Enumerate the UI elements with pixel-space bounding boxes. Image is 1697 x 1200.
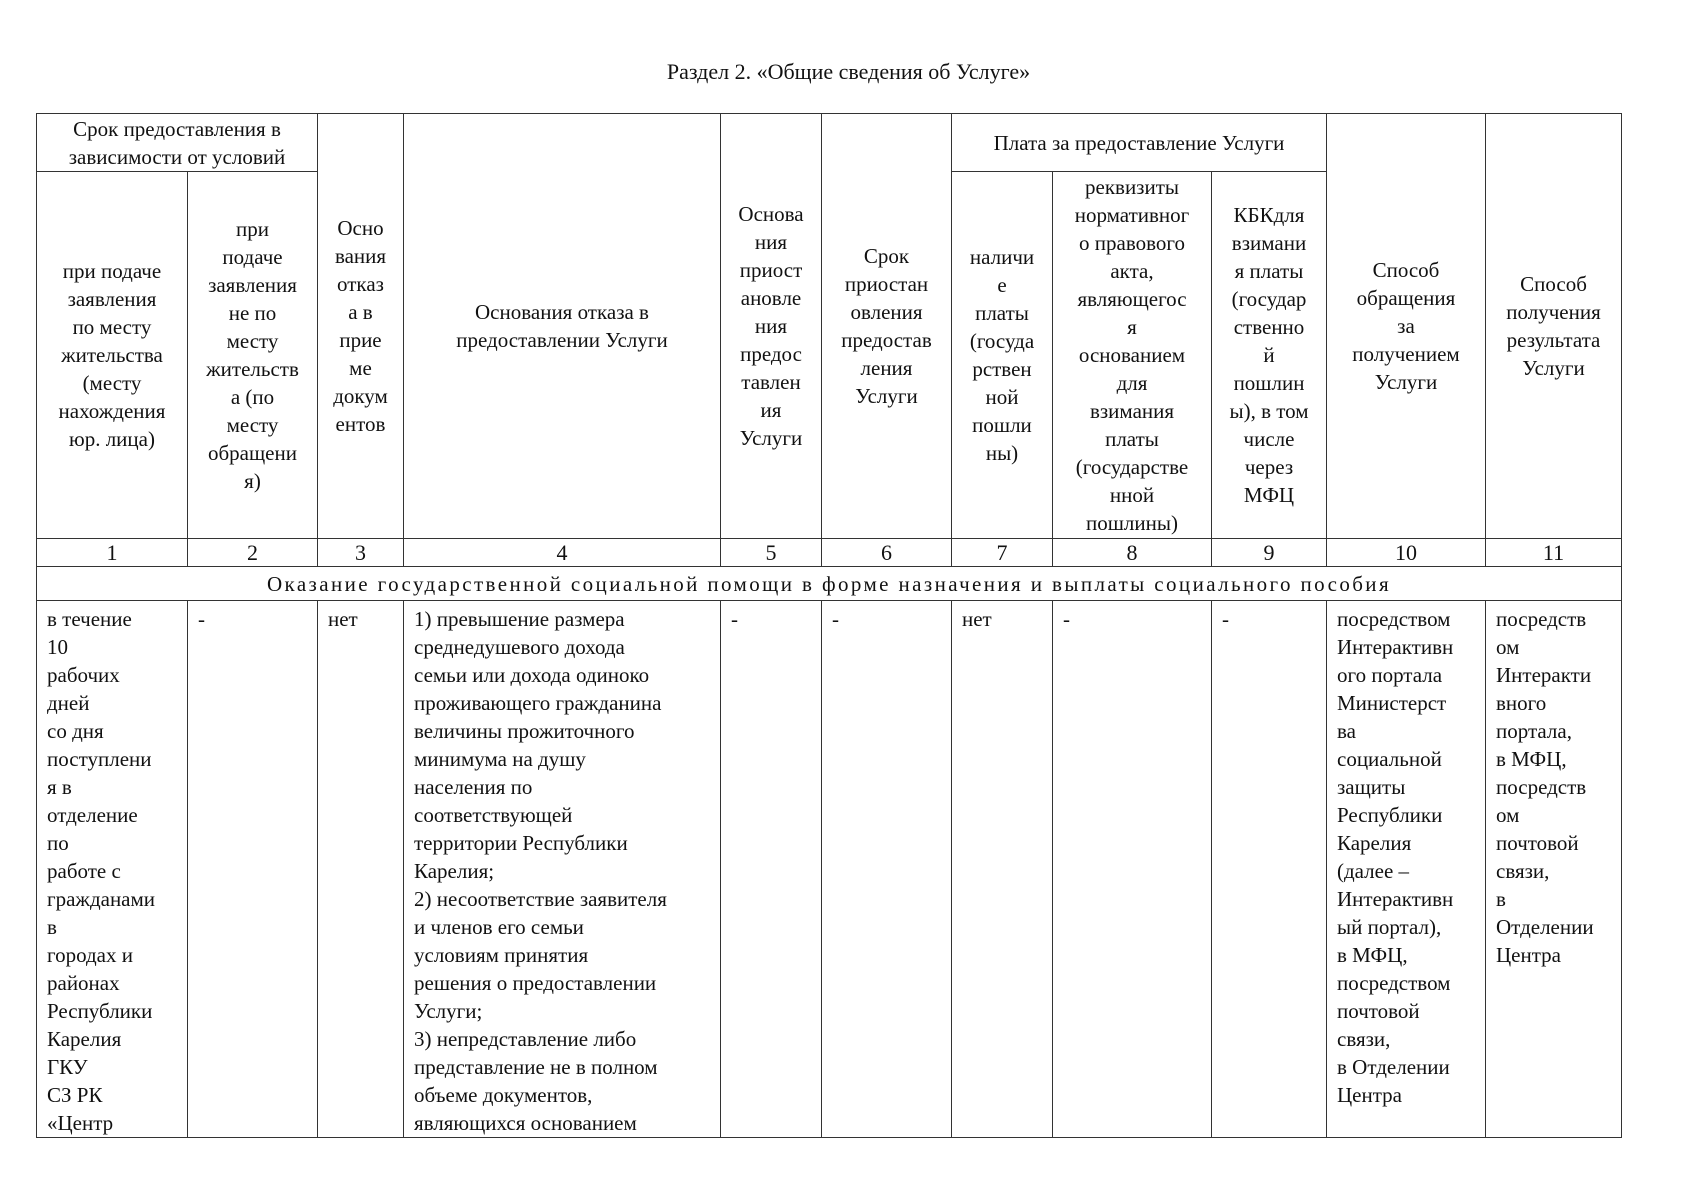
header-col5-label: Основа ния приост ановле ния предос тавлен ия Услуги	[738, 202, 804, 450]
header-col9-label: КБКдля взимани я платы (государ ственно й пошлин ы), в том числе через МФЦ	[1229, 203, 1309, 507]
cell-term-nonresidence: -	[188, 601, 318, 1138]
column-number: 2	[188, 539, 318, 567]
column-number: 6	[822, 539, 952, 567]
table-row	[37, 601, 1622, 1138]
column-number-row	[37, 539, 1622, 567]
cell-fee-presence: нет	[952, 601, 1053, 1138]
cell-request-method: посредством Интерактивн ого портала Министерст ва социальной защиты Республики Карелия (далее – Интерактивн ый портал), в МФЦ, посредством почтовой связи, в Отделении Центра	[1327, 601, 1486, 1138]
header-col11-label: Способ получения результата Услуги	[1506, 272, 1601, 380]
column-number: 4	[404, 539, 721, 567]
header-col3	[318, 114, 404, 539]
header-col8	[1053, 172, 1212, 539]
cell-result-method: посредств ом Интеракти вного портала, в МФЦ, посредств ом почтовой связи, в Отделении Центра	[1486, 601, 1622, 1138]
cell-refusal-grounds: 1) превышение размера среднедушевого дохода семьи или дохода одиноко проживающего гражданина величины прожиточного минимума на душу населения по соответствующей территории Республики Карелия; 2) несоответствие заявителя и членов его семьи условиям принятия решения о предоставлении Услуги; 3) непредставление либо представление не в полном объеме документов, являющихся основанием	[404, 601, 721, 1138]
column-number: 3	[318, 539, 404, 567]
header-col1	[37, 172, 188, 539]
header-col11	[1486, 114, 1622, 539]
header-col6	[822, 114, 952, 539]
column-number: 1	[37, 539, 188, 567]
header-col6-label: Срок приостан овления предостав ления Услуги	[841, 244, 932, 408]
header-col8-label: реквизиты нормативног о правового акта, являющегос я основанием для взимания платы (государстве нной пошлины)	[1074, 175, 1190, 535]
header-col10-label: Способ обращения за получением Услуги	[1352, 258, 1460, 394]
column-number: 5	[721, 539, 822, 567]
header-col9	[1212, 172, 1327, 539]
header-col4	[404, 114, 721, 539]
cell-fee-legal-act: -	[1053, 601, 1212, 1138]
header-term-group	[37, 114, 318, 172]
cell-suspension-grounds: -	[721, 601, 822, 1138]
column-number: 10	[1327, 539, 1486, 567]
column-number: 9	[1212, 539, 1327, 567]
service-info-table	[36, 113, 1622, 1138]
cell-term-residence: в течение 10 рабочих дней со дня поступлени я в отделение по работе с гражданами в городах и районах Республики Карелия ГКУ СЗ РК «Центр	[37, 601, 188, 1138]
header-col2-label: при подаче заявления не по месту жительств а (по месту обращени я)	[206, 217, 299, 493]
section-heading: Раздел 2. «Общие сведения об Услуге»	[666, 59, 1031, 84]
header-col5	[721, 114, 822, 539]
column-number: 8	[1053, 539, 1212, 567]
column-number: 11	[1486, 539, 1622, 567]
header-fee-group	[952, 114, 1327, 172]
header-col7-label: наличи е платы (госуда рствен ной пошли ны)	[969, 245, 1035, 465]
header-col2	[188, 172, 318, 539]
column-number: 7	[952, 539, 1053, 567]
header-fee-group-label: Плата за предоставление Услуги	[993, 130, 1285, 155]
section-title-row: Оказание государственной социальной помощи в форме назначения и выплаты социального пособия	[37, 567, 1622, 601]
header-col1-label: при подаче заявления по месту жительства (месту нахождения юр. лица)	[58, 259, 166, 451]
header-col10	[1327, 114, 1486, 539]
header-col4-label: Основания отказа в предоставлении Услуги	[456, 300, 668, 352]
cell-suspension-term: -	[822, 601, 952, 1138]
header-col7	[952, 172, 1053, 539]
header-col3-label: Осно вания отказ а в прие ме докум ентов	[333, 216, 388, 436]
cell-fee-kbk: -	[1212, 601, 1327, 1138]
cell-reject-docs: нет	[318, 601, 404, 1138]
header-term-group-label: Срок предоставления в зависимости от условий	[68, 116, 286, 169]
